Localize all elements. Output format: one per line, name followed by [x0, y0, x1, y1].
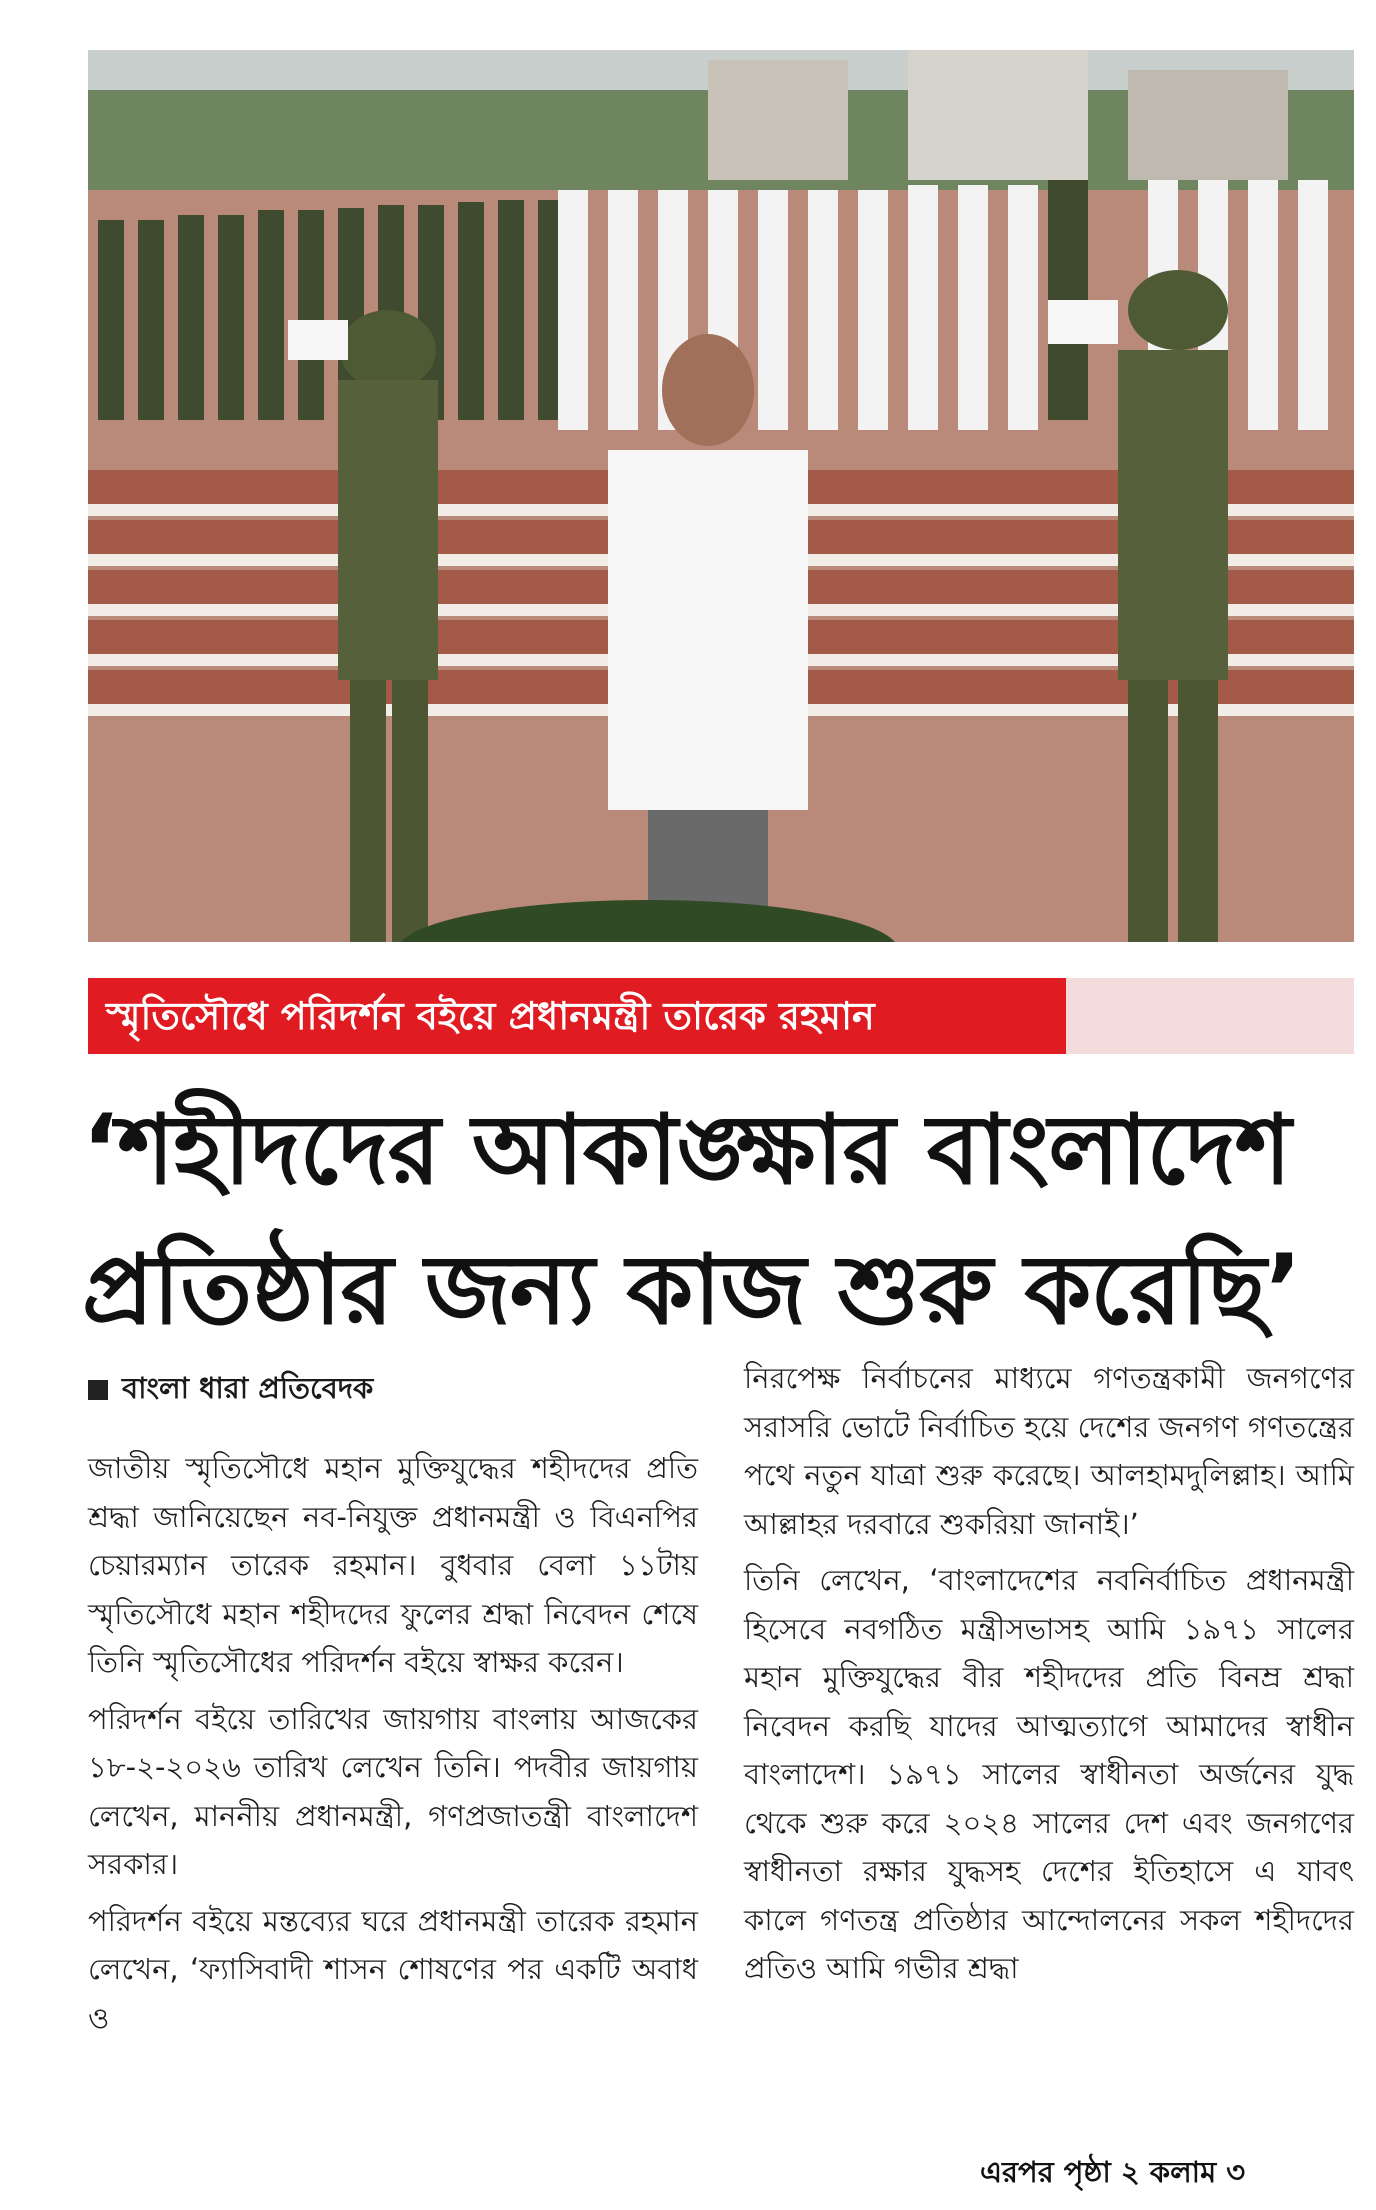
- headline: [82, 1080, 1362, 1360]
- paragraph: পরিদর্শন বইয়ে মন্তব্যের ঘরে প্রধানমন্ত্রী তারেক রহমান লেখেন, ‘ফ্যাসিবাদী শাসন শোষণের পর একটি অবাধ ও: [88, 1903, 698, 2035]
- byline-square-icon: [88, 1380, 108, 1400]
- byline-text: বাংলা ধারা প্রতিবেদক: [122, 1371, 374, 1405]
- paragraph: তিনি লেখেন, ‘বাংলাদেশের নবনির্বাচিত প্রধানমন্ত্রী হিসেবে নবগঠিত মন্ত্রীসভাসহ আমি ১৯৭১ সালের মহান মুক্তিযুদ্ধের বীর শহীদদের প্রতি বিনম্র শ্রদ্ধা নিবেদন করছি যাদের আত্মত্যাগে আমাদের স্বাধীন বাংলাদেশ। ১৯৭১ সালের স্বাধীনতা অর্জনের যুদ্ধ থেকে শুরু করে ২০২৪ সালের দেশ এবং জনগণের স্বাধীনতা রক্ষার যুদ্ধসহ দেশের ইতিহাসে এ যাবৎ কালে গণতন্ত্র প্রতিষ্ঠার আন্দোলনের সকল শহীদদের প্রতিও আমি গভীর শ্রদ্ধা: [744, 1563, 1354, 1985]
- photo-soldiers-salute-icon: [88, 50, 1354, 942]
- article-column-left: [88, 1444, 698, 2050]
- paragraph: জাতীয় স্মৃতিসৌধে মহান মুক্তিযুদ্ধের শহীদদের প্রতি শ্রদ্ধা জানিয়েছেন নব-নিযুক্ত প্রধানমন্ত্রী ও বিএনপির চেয়ারম্যান তারেক রহমান। বুধবার বেলা ১১টায় স্মৃতিসৌধে মহান শহীদদের ফুলের শ্রদ্ধা নিবেদন শেষে তিনি স্মৃতিসৌধের পরিদর্শন বইয়ে স্বাক্ষর করেন।: [88, 1451, 698, 1679]
- continued-on-page: এরপর পৃষ্ঠা ২ কলাম ৩: [980, 2155, 1246, 2189]
- headline-line-2: প্রতিষ্ঠার জন্য কাজ শুরু করেছি’: [82, 1234, 1301, 1346]
- article-column-right: [744, 1354, 1354, 2001]
- kicker-label: স্মৃতিসৌধে পরিদর্শন বইয়ে প্রধানমন্ত্রী তারেক রহমান: [88, 978, 1066, 1054]
- kicker-bar: [88, 978, 1354, 1054]
- headline-line-1: ‘শহীদদের আকাঙ্ক্ষার বাংলাদেশ: [82, 1094, 1291, 1206]
- byline: [88, 1366, 373, 1410]
- news-photo: [88, 50, 1354, 942]
- paragraph: পরিদর্শন বইয়ে তারিখের জায়গায় বাংলায় আজকের ১৮-২-২০২৬ তারিখ লেখেন তিনি। পদবীর জায়গায় লেখেন, মাননীয় প্রধানমন্ত্রী, গণপ্রজাতন্ত্রী বাংলাদেশ সরকার।: [88, 1701, 698, 1881]
- paragraph: নিরপেক্ষ নির্বাচনের মাধ্যমে গণতন্ত্রকামী জনগণের সরাসরি ভোটে নির্বাচিত হয়ে দেশের জনগণ গণতন্ত্রের পথে নতুন যাত্রা শুরু করেছে। আলহামদুলিল্লাহ। আমি আল্লাহর দরবারে শুকরিয়া জানাই।’: [744, 1361, 1354, 1541]
